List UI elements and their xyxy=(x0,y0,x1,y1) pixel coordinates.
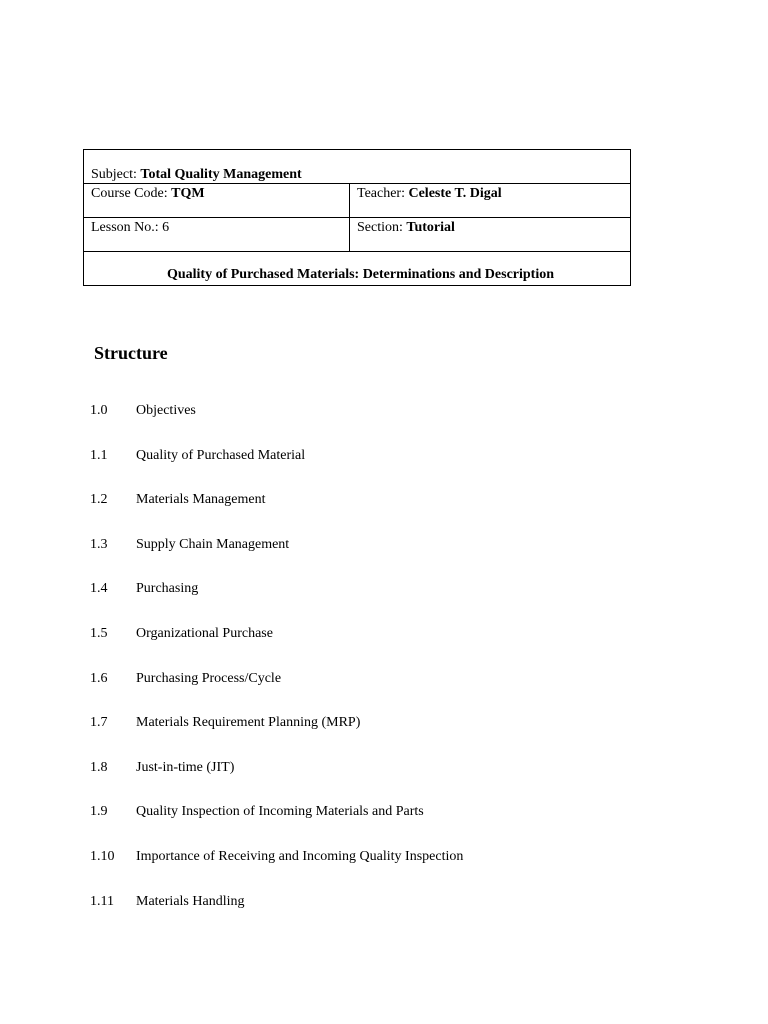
item-number: 1.10 xyxy=(90,848,115,864)
subject-value: Total Quality Management xyxy=(140,167,302,182)
list-item xyxy=(90,670,463,715)
section-label: Section: xyxy=(357,220,403,235)
teacher-value: Celeste T. Digal xyxy=(408,186,502,201)
item-number: 1.9 xyxy=(90,804,108,820)
lesson-title-row xyxy=(84,252,631,286)
list-item xyxy=(90,402,463,447)
item-number: 1.11 xyxy=(90,893,114,909)
item-label: Purchasing Process/Cycle xyxy=(136,670,282,686)
item-number: 1.3 xyxy=(90,536,108,552)
subject-cell xyxy=(84,150,631,184)
course-code-label: Course Code: xyxy=(91,186,168,201)
course-teacher-row xyxy=(84,184,631,218)
item-number: 1.7 xyxy=(90,715,108,731)
item-number: 1.1 xyxy=(90,447,108,463)
item-label: Organizational Purchase xyxy=(136,625,273,641)
item-number: 1.4 xyxy=(90,581,108,597)
list-item xyxy=(90,848,463,893)
teacher-cell xyxy=(350,184,631,218)
list-item xyxy=(90,447,463,492)
item-number: 1.5 xyxy=(90,625,108,641)
lesson-number-value: 6 xyxy=(162,220,170,235)
item-label: Materials Management xyxy=(136,492,266,508)
list-item xyxy=(90,893,463,938)
list-item xyxy=(90,714,463,759)
item-label: Just-in-time (JIT) xyxy=(136,759,235,775)
lesson-number-cell xyxy=(84,218,350,252)
item-number: 1.8 xyxy=(90,759,108,775)
item-label: Quality Inspection of Incoming Materials and Parts xyxy=(136,804,424,820)
section-cell xyxy=(350,218,631,252)
structure-list xyxy=(90,402,463,937)
item-label: Purchasing xyxy=(136,581,199,597)
lesson-number-label: Lesson No.: xyxy=(91,220,159,235)
lesson-info-table xyxy=(83,149,631,286)
section-value: Tutorial xyxy=(406,220,455,235)
list-item xyxy=(90,536,463,581)
list-item xyxy=(90,491,463,536)
item-number: 1.6 xyxy=(90,670,108,686)
item-label: Supply Chain Management xyxy=(136,536,290,552)
item-label: Objectives xyxy=(136,403,196,418)
lesson-title: Quality of Purchased Materials: Determinations and Description xyxy=(84,252,631,286)
list-item xyxy=(90,803,463,848)
list-item xyxy=(90,759,463,804)
item-label: Materials Requirement Planning (MRP) xyxy=(136,715,361,731)
list-item xyxy=(90,580,463,625)
subject-label: Subject: xyxy=(91,167,137,182)
item-label: Materials Handling xyxy=(136,893,245,909)
lesson-section-row xyxy=(84,218,631,252)
course-code-cell xyxy=(84,184,350,218)
structure-heading: Structure xyxy=(94,343,168,363)
item-number: 1.2 xyxy=(90,492,108,508)
course-code-value: TQM xyxy=(171,186,205,201)
item-number: 1.0 xyxy=(90,403,108,418)
teacher-label: Teacher: xyxy=(357,186,405,201)
list-item xyxy=(90,625,463,670)
subject-row xyxy=(84,150,631,184)
item-label: Importance of Receiving and Incoming Quality Inspection xyxy=(136,848,464,864)
item-label: Quality of Purchased Material xyxy=(136,447,306,463)
